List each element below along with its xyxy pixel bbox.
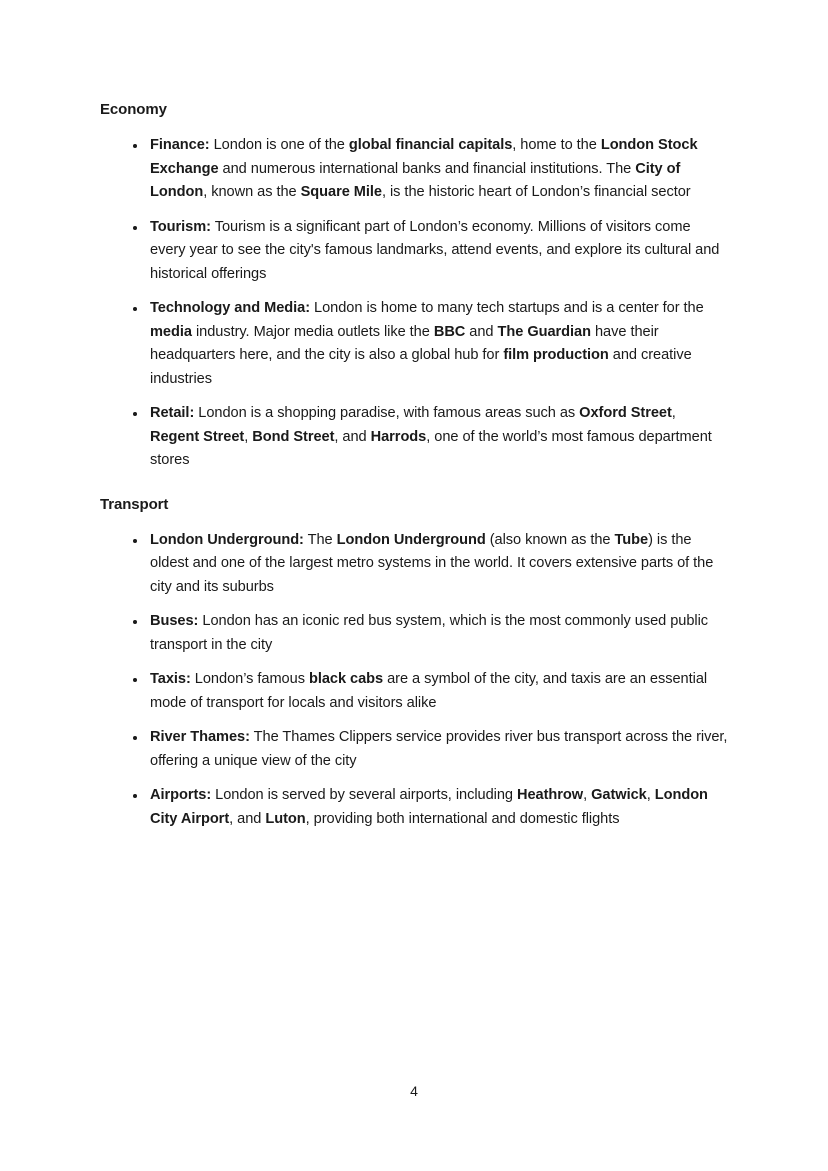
emphasis-text: Oxford Street: [579, 405, 672, 421]
emphasis-text: Bond Street: [252, 428, 335, 445]
body-text: have their headquarters here, and the city is also a global hub for: [150, 323, 659, 363]
page-number: 4: [410, 1083, 418, 1099]
emphasis-text: Square Mile: [300, 184, 382, 200]
emphasis-text: Harrods: [370, 428, 427, 445]
body-text: The: [303, 531, 337, 548]
emphasis-text: Heathrow: [516, 787, 584, 803]
list-item-term: Buses:: [150, 613, 199, 629]
list-item: [100, 216, 728, 287]
emphasis-text: film production: [503, 347, 609, 363]
list-item-term: Tourism:: [150, 218, 211, 235]
list-item: [100, 134, 728, 205]
body-text: London is one of the: [209, 137, 349, 153]
emphasis-text: media: [150, 323, 192, 340]
body-text: , is the historic heart of London’s financial sector: [381, 184, 691, 200]
body-text: , providing both international and domestic flights: [305, 810, 620, 827]
body-text: ) is the oldest and one of the largest metro systems in the world. It covers extensive parts of the city and its suburbs: [150, 531, 714, 595]
list-item: [100, 668, 728, 715]
body-text: and numerous international banks and financial institutions. The: [218, 160, 636, 177]
list-item-term: Airports:: [150, 787, 212, 803]
list-item: [100, 610, 728, 657]
emphasis-text: Gatwick: [591, 787, 647, 803]
body-text: and creative industries: [150, 347, 692, 387]
list-item: [100, 402, 728, 473]
body-text: London’s famous: [190, 671, 309, 687]
body-text: London is a shopping paradise, with famous areas such as: [194, 405, 580, 421]
body-text: London is home to many tech startups and is a center for the: [310, 300, 704, 316]
page-content: [100, 100, 728, 831]
list-item-term: River Thames:: [150, 729, 250, 745]
body-text: London has an iconic red bus system, which is the most commonly used public transport in the city: [150, 613, 709, 653]
emphasis-text: The Guardian: [497, 323, 591, 340]
body-text: ,: [671, 405, 676, 421]
emphasis-text: Tube: [614, 531, 649, 548]
list-item-term: Taxis:: [150, 671, 191, 687]
body-text: and: [465, 323, 498, 340]
body-text: ,: [646, 787, 655, 803]
emphasis-text: London Underground: [336, 531, 486, 548]
list-item: [100, 726, 728, 773]
emphasis-text: London City Airport: [150, 787, 708, 827]
body-text: industry. Major media outlets like the: [191, 323, 434, 340]
list-item: [100, 297, 728, 391]
body-text: , and: [334, 428, 371, 445]
body-text: ,: [244, 428, 253, 445]
body-text: , home to the: [512, 137, 601, 153]
emphasis-text: Luton: [265, 810, 306, 827]
list-item: [100, 529, 728, 600]
body-text: The Thames Clippers service provides river bus transport across the river, offering a unique view of the city: [150, 729, 728, 769]
body-text: ,: [583, 787, 592, 803]
bullet-list: [100, 529, 728, 832]
body-text: Tourism is a significant part of London’s economy. Millions of visitors come every year to see the city's famous landmarks, attend events, and explore its cultural and historical offerings: [150, 218, 720, 282]
emphasis-text: BBC: [433, 323, 466, 340]
emphasis-text: London Stock Exchange: [150, 137, 698, 177]
bullet-list: [100, 134, 728, 473]
body-text: , and: [229, 810, 266, 827]
list-item-term: Finance:: [150, 137, 210, 153]
body-text: , known as the: [203, 184, 301, 200]
list-item: [100, 784, 728, 831]
body-text: London is served by several airports, including: [211, 787, 517, 803]
emphasis-text: Regent Street: [150, 428, 245, 445]
body-text: are a symbol of the city, and taxis are an essential mode of transport for locals and visitors alike: [150, 671, 708, 711]
emphasis-text: City of London: [150, 160, 681, 200]
emphasis-text: global financial capitals: [348, 137, 513, 153]
list-item-term: London Underground:: [150, 531, 304, 548]
list-item-term: Technology and Media:: [150, 300, 311, 316]
body-text: (also known as the: [485, 531, 615, 548]
list-item-term: Retail:: [150, 405, 195, 421]
body-text: , one of the world’s most famous department stores: [150, 428, 712, 468]
emphasis-text: black cabs: [308, 671, 384, 687]
section-heading: Economy: [100, 101, 167, 118]
section-heading: Transport: [100, 495, 169, 513]
